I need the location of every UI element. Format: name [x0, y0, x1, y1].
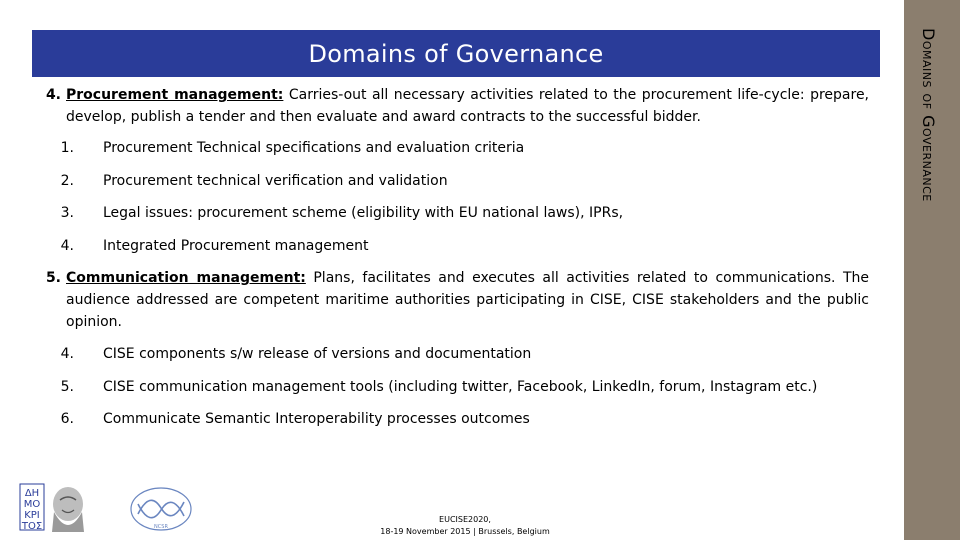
sub-item: [48, 408, 868, 430]
sub-item-number: 4.: [60, 346, 74, 362]
footer-date-location: 18-19 November 2015 | Brussels, Belgium: [380, 527, 550, 536]
ncsr-logo: [128, 484, 194, 534]
list-item-communication: [35, 267, 869, 333]
side-title: Domains of Governance: [919, 28, 938, 202]
sub-item: [48, 343, 868, 365]
item-number: 5.: [45, 270, 61, 286]
list-item-procurement: [35, 84, 869, 128]
footer-event: EUCISE2020,: [439, 515, 491, 524]
sub-item: [48, 202, 868, 224]
item-text: Carries-out all necessary activities related to the procurement life-cycle: prepare, develop, publish a tender and then evaluate and award contracts to the successful bidder.: [66, 87, 870, 125]
sub-item-text: Procurement technical verification and validation: [103, 173, 448, 189]
sub-item-text: Legal issues: procurement scheme (eligibility with EU national laws), IPRs,: [103, 205, 624, 221]
sub-item-number: 4.: [60, 238, 74, 254]
item-label: Communication management:: [66, 270, 306, 286]
sub-item-text: Procurement Technical specifications and evaluation criteria: [103, 140, 525, 156]
sub-item-text: CISE communication management tools (including twitter, Facebook, LinkedIn, forum, Instagram etc.): [103, 379, 818, 395]
sub-item: [48, 235, 868, 257]
sub-item: [48, 137, 868, 159]
svg-text:ΚΡΙ: ΚΡΙ: [24, 510, 40, 521]
svg-text:ΔΗ: ΔΗ: [24, 488, 40, 499]
sub-item-number: 3.: [60, 205, 74, 221]
title-bar: [32, 30, 880, 77]
sub-item: [48, 170, 868, 192]
sub-item: [48, 376, 868, 398]
item-text: Plans, facilitates and executes all activities related to communications. The audience addressed are competent maritime authorities participating in CISE, CISE stakeholders and the public opinion.: [66, 270, 869, 330]
sub-item-text: Integrated Procurement management: [103, 238, 369, 254]
item-number: 4.: [45, 87, 61, 103]
sub-item-text: CISE components s/w release of versions and documentation: [103, 346, 532, 362]
sub-item-number: 5.: [60, 379, 74, 395]
item-label: Procurement management:: [66, 87, 284, 103]
page-title: Domains of Governance: [308, 39, 604, 68]
sub-item-number: 6.: [60, 411, 74, 427]
svg-text:ΜΟ: ΜΟ: [23, 499, 41, 510]
sub-item-number: 1.: [60, 140, 74, 156]
demokritos-logo: [18, 482, 92, 534]
sub-item-number: 2.: [60, 173, 74, 189]
svg-text:ΤΟΣ: ΤΟΣ: [21, 521, 43, 532]
svg-text:NCSR: NCSR: [154, 524, 168, 530]
footer: [360, 514, 570, 538]
sub-item-text: Communicate Semantic Interoperability processes outcomes: [103, 411, 530, 427]
